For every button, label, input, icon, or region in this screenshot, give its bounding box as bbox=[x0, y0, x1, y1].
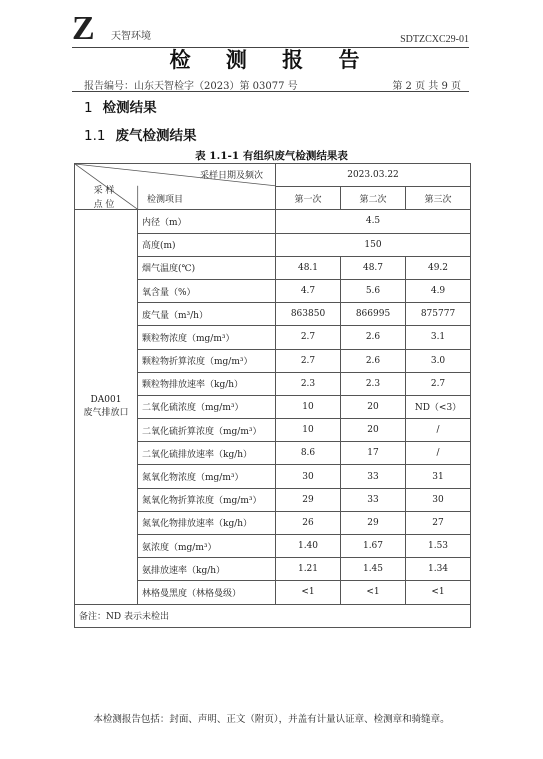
value-cell: / bbox=[406, 419, 471, 442]
corner-point-line1: 采 样 bbox=[93, 186, 115, 196]
value-cell: 29 bbox=[341, 511, 406, 534]
value-cell: 1.40 bbox=[276, 535, 341, 558]
item-label: 氮氧化物排放速率（kg/h） bbox=[138, 511, 276, 534]
value-cell: 31 bbox=[406, 465, 471, 488]
section-title: 废气检测结果 bbox=[115, 128, 197, 144]
value-cell: <1 bbox=[406, 581, 471, 604]
value-cell: 1.45 bbox=[341, 558, 406, 581]
value-cell: / bbox=[406, 442, 471, 465]
corner-item-label: 检测项目 bbox=[147, 195, 184, 206]
item-label: 二氧化硫浓度（mg/m³） bbox=[138, 395, 276, 418]
value-cell: 3.0 bbox=[406, 349, 471, 372]
value-cell: 30 bbox=[276, 465, 341, 488]
value-cell: 17 bbox=[341, 442, 406, 465]
value-cell: 5.6 bbox=[341, 279, 406, 302]
run-header: 第二次 bbox=[341, 187, 406, 210]
title-divider bbox=[72, 91, 469, 92]
item-label: 内径（m） bbox=[138, 210, 276, 233]
value-cell: 33 bbox=[341, 465, 406, 488]
value-cell: 10 bbox=[276, 419, 341, 442]
value-cell: 2.7 bbox=[276, 349, 341, 372]
value-cell: 875777 bbox=[406, 303, 471, 326]
corner-point-label bbox=[79, 184, 129, 212]
value-cell: 1.34 bbox=[406, 558, 471, 581]
item-label: 氧含量（%） bbox=[138, 279, 276, 302]
document-code: SDTZCXC29-01 bbox=[400, 34, 469, 45]
item-label: 氨浓度（mg/m³） bbox=[138, 535, 276, 558]
sampling-point-name: 废气排放口 bbox=[83, 408, 129, 419]
run-header: 第三次 bbox=[406, 187, 471, 210]
value-cell: 2.6 bbox=[341, 326, 406, 349]
page-number: 第 2 页 共 9 页 bbox=[392, 81, 461, 92]
section-number: 1.1 bbox=[84, 128, 106, 144]
section-title: 检测结果 bbox=[102, 100, 157, 116]
exhaust-results-table bbox=[74, 163, 471, 628]
sampling-point-id: DA001 bbox=[90, 395, 122, 406]
section-heading-1 bbox=[84, 96, 157, 116]
value-cell: 2.7 bbox=[406, 372, 471, 395]
item-label: 二氧化硫排放速率（kg/h） bbox=[138, 442, 276, 465]
corner-date-label: 采样日期及频次 bbox=[199, 171, 263, 181]
value-cell: 2.3 bbox=[276, 372, 341, 395]
value-cell: 4.9 bbox=[406, 279, 471, 302]
value-cell: 866995 bbox=[341, 303, 406, 326]
value-cell: 20 bbox=[341, 419, 406, 442]
value-cell: 48.7 bbox=[341, 256, 406, 279]
table-caption: 表 1.1-1 有组织废气检测结果表 bbox=[195, 150, 348, 162]
item-label: 颗粒物排放速率（kg/h） bbox=[138, 372, 276, 395]
sampling-date: 2023.03.22 bbox=[276, 164, 471, 187]
merged-value: 150 bbox=[276, 233, 471, 256]
value-cell: 2.6 bbox=[341, 349, 406, 372]
value-cell: ND（<3） bbox=[406, 395, 471, 418]
company-name: 天智环境 bbox=[111, 31, 151, 42]
report-number: 报告编号：山东天智检字（2023）第 03077 号 bbox=[84, 81, 298, 92]
value-cell: 30 bbox=[406, 488, 471, 511]
value-cell: <1 bbox=[276, 581, 341, 604]
value-cell: 26 bbox=[276, 511, 341, 534]
item-label: 废气量（m³/h） bbox=[138, 303, 276, 326]
item-label: 颗粒物浓度（mg/m³） bbox=[138, 326, 276, 349]
value-cell: 20 bbox=[341, 395, 406, 418]
value-cell: 10 bbox=[276, 395, 341, 418]
item-label: 二氧化硫折算浓度（mg/m³） bbox=[138, 419, 276, 442]
footer-note: 本检测报告包括：封面、声明、正文（附页），并盖有计量认证章、检测章和骑缝章。 bbox=[93, 714, 450, 725]
logo-letter: Z bbox=[72, 10, 93, 47]
item-label: 高度(m) bbox=[138, 233, 276, 256]
item-label: 氮氧化物折算浓度（mg/m³） bbox=[138, 488, 276, 511]
value-cell: 3.1 bbox=[406, 326, 471, 349]
value-cell: 27 bbox=[406, 511, 471, 534]
value-cell: 8.6 bbox=[276, 442, 341, 465]
value-cell: 1.67 bbox=[341, 535, 406, 558]
sampling-point bbox=[75, 210, 138, 604]
merged-value: 4.5 bbox=[276, 210, 471, 233]
table-corner-header bbox=[75, 164, 276, 210]
value-cell: 49.2 bbox=[406, 256, 471, 279]
value-cell: 1.21 bbox=[276, 558, 341, 581]
table-row bbox=[75, 210, 471, 233]
item-label: 氮氧化物浓度（mg/m³） bbox=[138, 465, 276, 488]
corner-point-line2: 点 位 bbox=[93, 200, 115, 210]
section-number: 1 bbox=[84, 100, 93, 116]
value-cell: 48.1 bbox=[276, 256, 341, 279]
value-cell: 33 bbox=[341, 488, 406, 511]
value-cell: 2.7 bbox=[276, 326, 341, 349]
value-cell: 2.3 bbox=[341, 372, 406, 395]
section-heading-1-1 bbox=[84, 124, 196, 144]
item-label: 氨排放速率（kg/h） bbox=[138, 558, 276, 581]
value-cell: 29 bbox=[276, 488, 341, 511]
value-cell: <1 bbox=[341, 581, 406, 604]
table-note: 备注：ND 表示未检出 bbox=[75, 604, 471, 627]
value-cell: 863850 bbox=[276, 303, 341, 326]
table-note-row bbox=[75, 604, 471, 627]
value-cell: 1.53 bbox=[406, 535, 471, 558]
page-title: 检 测 报 告 bbox=[169, 47, 374, 72]
run-header: 第一次 bbox=[276, 187, 341, 210]
item-label: 烟气温度(℃) bbox=[138, 256, 276, 279]
item-label: 颗粒物折算浓度（mg/m³） bbox=[138, 349, 276, 372]
item-label: 林格曼黑度（林格曼级） bbox=[138, 581, 276, 604]
value-cell: 4.7 bbox=[276, 279, 341, 302]
